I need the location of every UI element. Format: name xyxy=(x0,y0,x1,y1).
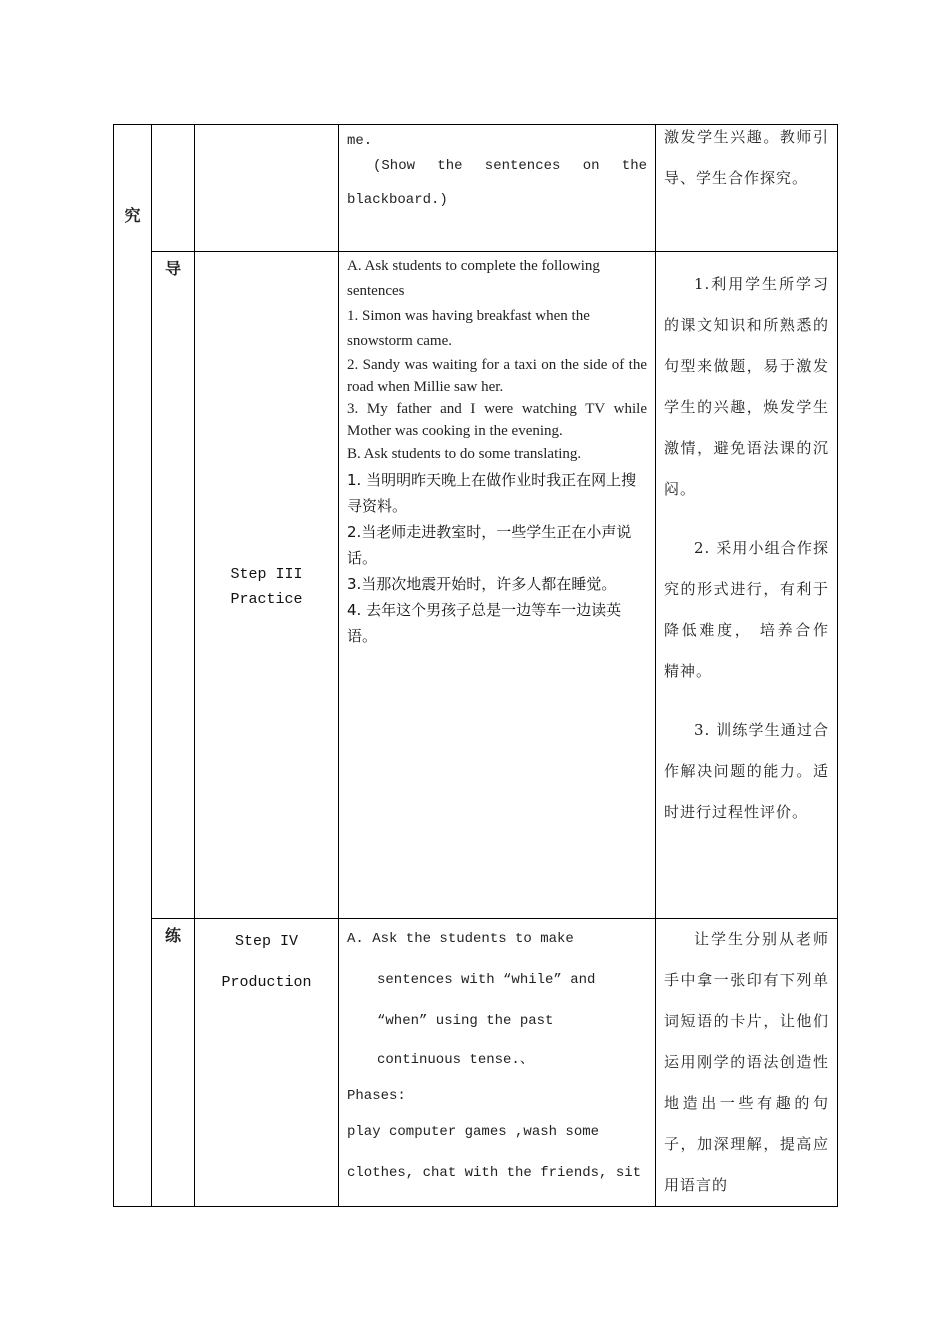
step-cell xyxy=(195,125,339,252)
step-number: Step III xyxy=(230,566,303,583)
lesson-plan-table xyxy=(113,124,838,1207)
content-line: continuous tense.、 xyxy=(377,1052,534,1068)
content-line: Phases: xyxy=(347,1088,406,1104)
part-b-item: 2.当老师走进教室时，一些学生正在小声说话。 xyxy=(347,523,632,567)
table-row xyxy=(114,919,838,1207)
content-line: me. xyxy=(347,133,373,149)
part-a-title: A. Ask students to complete the following sentences xyxy=(347,258,600,299)
purpose-cell xyxy=(656,919,838,1207)
purpose-text: 让学生分别从老师手中拿一张印有下列单词短语的卡片，让他们运用刚学的语法创造性地造出一些有趣的句子，加深理解，提高应用语言的 xyxy=(664,930,829,1194)
content-cell xyxy=(339,125,656,252)
stage-label: 导 xyxy=(164,259,181,278)
step-cell xyxy=(195,919,339,1207)
content-cell xyxy=(339,919,656,1207)
content-cell xyxy=(339,252,656,919)
purpose-cell xyxy=(656,125,838,252)
part-a-item: 1. Simon was having breakfast when the snowstorm came. xyxy=(347,308,590,349)
section-cell xyxy=(114,125,152,1207)
step-number: Step IV xyxy=(234,933,298,950)
content-line: “when” using the past xyxy=(377,1013,554,1029)
table-row xyxy=(114,125,838,252)
step-cell xyxy=(195,252,339,919)
purpose-point: 1.利用学生所学习的课文知识和所熟悉的句型来做题，易于激发学生的兴趣，焕发学生激情，避免语法课的沉闷。 xyxy=(664,275,829,498)
part-b-item: 4. 去年这个男孩子总是一边等车一边读英语。 xyxy=(347,601,622,645)
purpose-text: 激发学生兴趣。教师引导、学生合作探究。 xyxy=(664,128,829,187)
part-b-item: 1. 当明明昨天晚上在做作业时我正在网上搜寻资料。 xyxy=(347,471,637,515)
stage-cell xyxy=(152,125,195,252)
part-a-item: 2. Sandy was waiting for a taxi on the side of the road when Millie saw her. xyxy=(347,357,647,395)
step-title: Practice xyxy=(230,591,303,608)
step-title: Production xyxy=(221,974,312,991)
content-line: A. Ask the students to make xyxy=(347,931,574,947)
part-b-title: B. Ask students to do some translating. xyxy=(347,446,582,462)
section-label: 究 xyxy=(124,206,141,225)
table-row xyxy=(114,252,838,919)
content-line: blackboard.) xyxy=(347,192,448,208)
part-b-item: 3.当那次地震开始时，许多人都在睡觉。 xyxy=(347,575,617,593)
stage-label: 练 xyxy=(164,926,181,945)
content-line: (Show the sentences on the xyxy=(373,158,647,174)
content-line: clothes, chat with the friends, sit xyxy=(347,1165,642,1181)
purpose-cell xyxy=(656,252,838,919)
purpose-point: 2. 采用小组合作探究的形式进行，有利于降低难度， 培养合作精神。 xyxy=(664,539,829,680)
stage-cell xyxy=(152,919,195,1207)
stage-cell xyxy=(152,252,195,919)
part-a-item: 3. My father and I were watching TV while Mother was cooking in the evening. xyxy=(347,401,647,439)
content-line: play computer games ,wash some xyxy=(347,1124,600,1140)
content-line: sentences with “while” and xyxy=(377,972,596,988)
purpose-point: 3. 训练学生通过合作解决问题的能力。适时进行过程性评价。 xyxy=(664,721,829,821)
